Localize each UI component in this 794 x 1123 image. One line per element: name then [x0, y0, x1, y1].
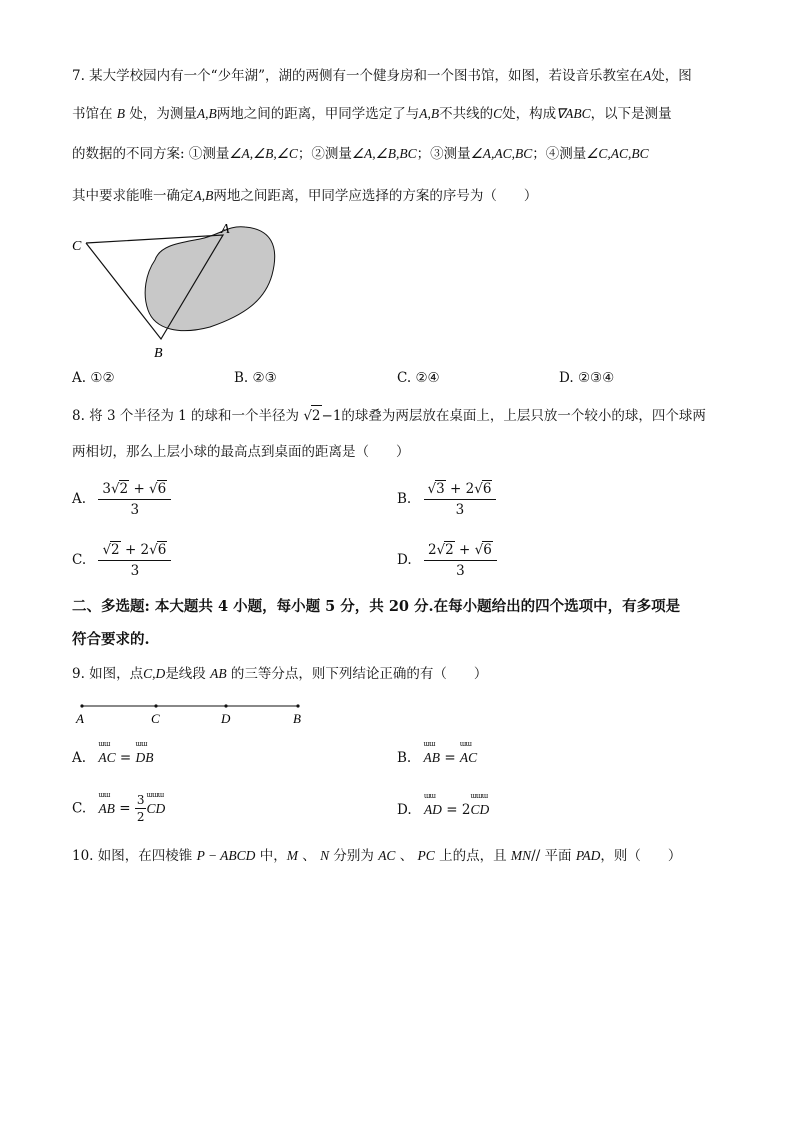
vector	[98, 789, 115, 817]
option-key: D.	[397, 802, 412, 818]
vector-name: CD	[146, 800, 166, 816]
option-key: C.	[72, 552, 87, 568]
section-text: 二、多选题: 本大题共 4 小题，每小题 5 分，共 20 分.在每小题给出的四个选项中，有多项是	[72, 598, 681, 615]
q10-pyramid: P − ABCD	[196, 848, 256, 863]
q10-text: ，则（ ）	[600, 848, 682, 864]
vector-mark: ɯɯɯ	[146, 789, 164, 799]
q7-text: 两地之间的距离，甲同学选定了与	[216, 106, 420, 122]
vector-mark: ɯɯ	[423, 791, 436, 800]
point-d	[224, 704, 227, 707]
equals: =	[446, 802, 458, 818]
option-text: ②③④	[577, 370, 615, 386]
vector-name: AC	[459, 750, 478, 765]
q8-text: 的球叠为两层放在桌面上，上层只放一个较小的球，四个球两	[341, 408, 706, 424]
q10-text: 、	[399, 848, 414, 864]
vector-name: DB	[135, 750, 154, 765]
vector-name: AB	[423, 750, 441, 765]
section-2-heading-cont	[72, 630, 150, 650]
fraction	[135, 793, 147, 824]
section-text: 符合要求的.	[72, 631, 150, 648]
q7-text: 7. 某大学校园内有一个“少年湖”，湖的两侧有一个健身房和一个图书馆，如图，若设音乐教室在	[72, 68, 643, 84]
point-label-c: C	[151, 711, 160, 726]
radicand: 2	[119, 481, 129, 497]
vector-mark: ɯɯ	[98, 789, 110, 799]
coef: 3	[102, 481, 111, 497]
point-a	[80, 704, 83, 707]
q10-var-m: M	[286, 848, 298, 863]
point-label-d: D	[221, 711, 231, 726]
radicand: 6	[482, 481, 492, 497]
option-text: ②③	[252, 370, 277, 386]
vector	[146, 789, 166, 817]
q10-var-n: N	[320, 848, 330, 863]
denominator: 3	[456, 563, 465, 579]
q10-text: 上的点，且	[439, 848, 507, 864]
q7-text: 两地之间距离，甲同学应选择的方案的序号为（ ）	[213, 188, 538, 204]
q7-text: 处，图	[651, 68, 692, 84]
point-label-b: B	[154, 346, 163, 361]
vector-name: CD	[470, 802, 490, 817]
vector	[423, 739, 441, 766]
option-key: D.	[559, 370, 574, 386]
point-c	[154, 704, 157, 707]
section-2-heading	[72, 597, 680, 617]
fraction: $\frac{3√2 + √6}{3}$	[98, 480, 171, 518]
vector-name: AB	[98, 800, 115, 816]
option-key: A.	[72, 370, 87, 386]
q7-line-1	[72, 66, 692, 86]
q7-measure-4: ∠C,AC,BC	[586, 146, 649, 161]
q10-text: 10. 如图，在四棱锥	[72, 848, 193, 864]
q10-plane-pad: PAD	[575, 848, 601, 863]
q8-option-b[interactable]	[397, 480, 496, 518]
q8-text: −1	[321, 408, 342, 424]
denominator: 3	[130, 502, 140, 518]
q7-text: ；④测量	[532, 146, 587, 162]
radicand: 2	[111, 542, 120, 558]
equals: =	[119, 800, 131, 817]
vector-mark: ɯɯɯ	[470, 791, 488, 800]
vector	[423, 791, 442, 818]
q7-var-ab: A,B	[193, 188, 214, 203]
radicand: 2	[311, 405, 322, 426]
q7-text: ，以下是测量	[590, 106, 672, 122]
q10-seg-ac: AC	[378, 848, 396, 863]
operator: +	[459, 542, 471, 558]
q10-text: 、	[302, 848, 316, 864]
vector	[470, 791, 490, 818]
q7-var-c: C	[493, 106, 503, 121]
q7-var-a: A	[642, 68, 652, 83]
operator: +	[133, 481, 145, 497]
equals: =	[444, 750, 456, 766]
option-key: C.	[72, 800, 87, 817]
denominator: 3	[130, 563, 140, 579]
q7-option-b[interactable]	[234, 370, 277, 386]
q8-line-1	[72, 405, 706, 426]
option-key: C.	[397, 370, 412, 386]
vector-name: AD	[423, 802, 442, 817]
denominator: 3	[455, 502, 465, 518]
q10-text: 中，	[259, 848, 287, 864]
point-label-a: A	[221, 222, 230, 237]
q9-option-c[interactable]	[72, 789, 166, 824]
radicand: 6	[483, 542, 492, 558]
fraction: $\frac{√3 + 2√6}{3}$	[424, 480, 497, 518]
q10-text: 分别为	[333, 848, 374, 864]
radicand: 2	[445, 542, 454, 558]
option-key: B.	[397, 491, 412, 507]
option-key: A.	[72, 491, 87, 507]
q9-text: 是线段	[165, 666, 206, 682]
q9-segment: AB	[210, 666, 227, 681]
q9-option-b[interactable]	[397, 739, 478, 766]
q7-measure-1: ∠A,∠B,∠C	[229, 146, 298, 161]
q7-measure-3: ∠A,AC,BC	[470, 146, 533, 161]
q7-text: 书馆在	[72, 106, 113, 122]
q9-option-d[interactable]	[397, 791, 490, 818]
q7-text: ；②测量	[297, 146, 352, 162]
option-key: B.	[234, 370, 249, 386]
vector	[98, 739, 116, 766]
q7-line-3	[72, 144, 649, 164]
q8-option-c[interactable]	[72, 541, 171, 579]
q10-line	[72, 846, 681, 866]
point-label-b: B	[293, 711, 301, 726]
q8-option-d[interactable]	[397, 541, 497, 579]
option-key: A.	[72, 750, 87, 766]
q9-text: 的三等分点，则下列结论正确的有（ ）	[230, 666, 488, 682]
operator: + 2	[450, 481, 475, 497]
vector-name: AC	[98, 750, 116, 765]
operator: + 2	[124, 542, 150, 558]
vector-mark: ɯɯ	[135, 739, 147, 748]
radicand: 6	[157, 542, 167, 558]
vector	[135, 739, 154, 766]
radicand: 3	[436, 481, 445, 497]
q7-text: ；③测量	[416, 146, 471, 162]
vector-mark: ɯɯ	[423, 739, 435, 748]
q7-triangle: ∇ABC	[556, 106, 591, 121]
option-key: B.	[397, 750, 412, 766]
fraction: $\frac{2√2 + √6}{3}$	[424, 541, 497, 579]
q7-option-c[interactable]	[397, 370, 440, 386]
numerator: 3	[136, 793, 145, 807]
q8-line-2	[72, 442, 410, 462]
q7-option-d[interactable]	[559, 370, 614, 386]
q7-lake-figure	[60, 215, 290, 365]
q7-line-4	[72, 186, 537, 206]
q7-option-a[interactable]	[72, 370, 115, 386]
q7-var-ab: A,B	[419, 106, 440, 121]
q7-text: 的数据的不同方案: ①测量	[72, 146, 230, 162]
q8-option-a[interactable]	[72, 480, 171, 518]
q9-option-a[interactable]	[72, 739, 154, 766]
vector	[459, 739, 478, 766]
q8-text: 两相切，那么上层小球的最高点到桌面的距离是（ ）	[72, 444, 410, 460]
q9-segment-figure	[70, 698, 320, 728]
q7-measure-2: ∠A,∠B,BC	[351, 146, 417, 161]
q7-text: 其中要求能唯一确定	[72, 188, 194, 204]
option-key: D.	[397, 552, 412, 568]
q7-var-b: B	[116, 106, 126, 121]
denominator: 2	[136, 810, 145, 824]
lake-shape	[145, 227, 275, 331]
vector-mark: ɯɯ	[98, 739, 110, 748]
q10-seg-mn: MN	[510, 848, 532, 863]
sqrt-expression: √2−1	[303, 408, 341, 424]
q9-vars: C,D	[143, 666, 166, 681]
option-text: ②④	[415, 370, 440, 386]
q7-text: 不共线的	[439, 106, 494, 122]
q9-text: 9. 如图，点	[72, 666, 144, 682]
q7-text: 处，构成	[502, 106, 557, 122]
vector-mark: ɯɯ	[459, 739, 472, 748]
radicand: 6	[157, 481, 167, 497]
coef: 2	[427, 542, 437, 558]
q8-text: 8. 将 3 个半径为 1 的球和一个半径为	[72, 408, 300, 424]
q10-text: // 平面	[531, 848, 572, 864]
q9-line	[72, 664, 487, 684]
coef: 2	[461, 802, 471, 818]
q7-line-2	[72, 104, 672, 124]
q10-seg-pc: PC	[417, 848, 435, 863]
equals: =	[119, 750, 132, 766]
point-label-a: A	[76, 711, 84, 726]
point-b	[296, 704, 299, 707]
option-text: ①②	[90, 370, 115, 386]
fraction: $\frac{√2 + 2√6}{3}$	[98, 541, 171, 579]
q7-var-ab: A,B	[196, 106, 217, 121]
q7-text: 处，为测量	[129, 106, 197, 122]
point-label-c: C	[72, 239, 82, 254]
